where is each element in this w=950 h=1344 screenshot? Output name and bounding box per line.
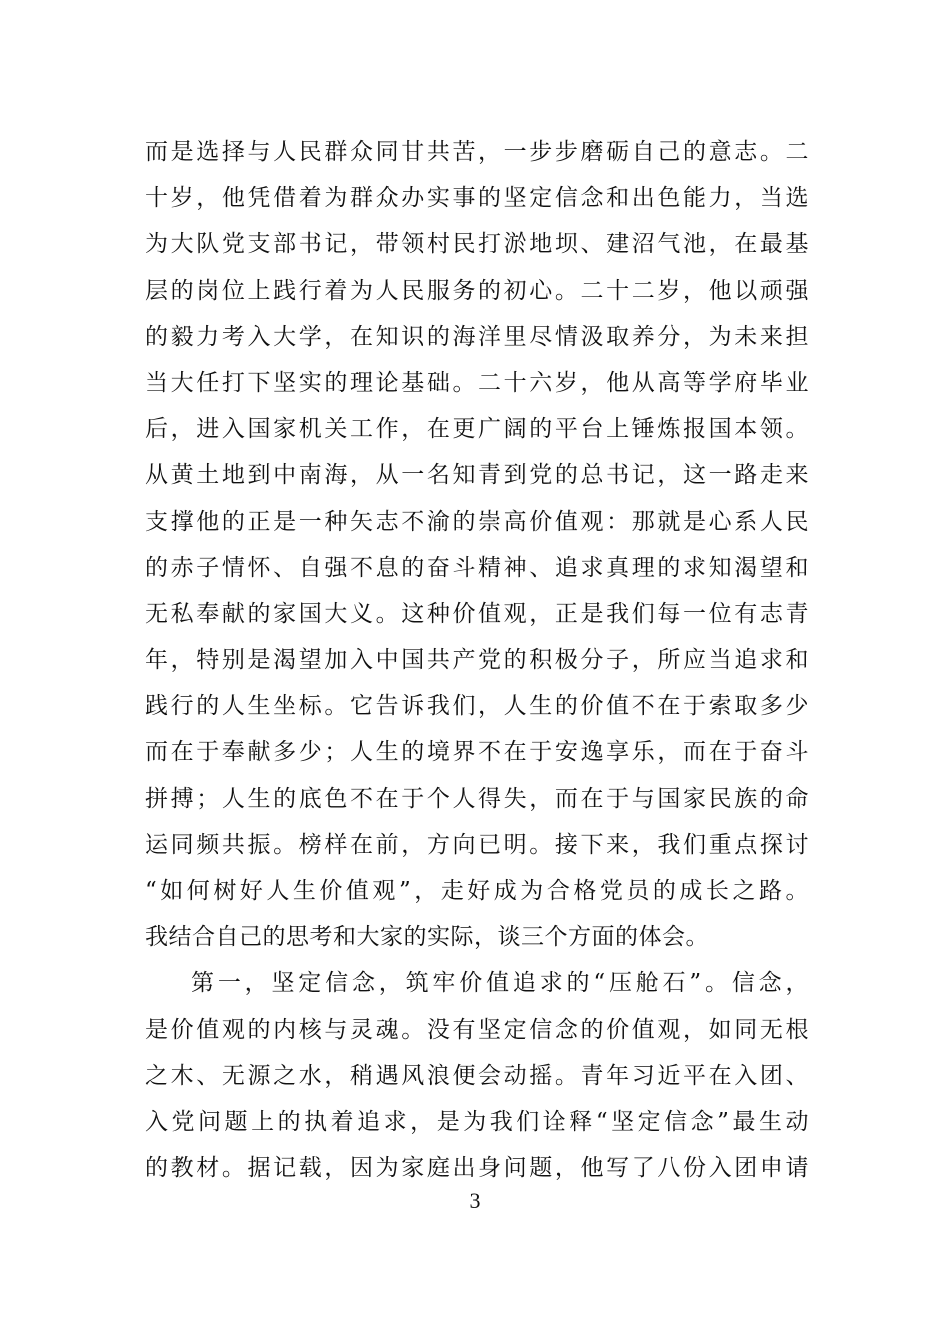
text-line: 之木、无源之水，稍遇风浪便会动摇。青年习近平在入团、 [145,1062,809,1089]
page-number: 3 [469,1188,481,1213]
text-line: 后，进入国家机关工作，在更广阔的平台上锤炼报国本领。 [145,416,809,443]
body-text [145,129,809,1191]
paragraph-first-line: 第一，坚定信念，筑牢价值追求的“压舱石”。信念， [191,970,809,997]
text-line: 的赤子情怀、自强不息的奋斗精神、追求真理的求知渴望和 [145,554,809,581]
text-line: 层的岗位上践行着为人民服务的初心。二十二岁，他以顽强 [145,277,809,304]
text-line: 运同频共振。榜样在前，方向已明。接下来，我们重点探讨 [145,831,809,858]
text-line: 入党问题上的执着追求，是为我们诠释“坚定信念”最生动 [145,1108,809,1135]
text-line: 年，特别是渴望加入中国共产党的积极分子，所应当追求和 [145,647,809,674]
text-line: “如何树好人生价值观”，走好成为合格党员的成长之路。 [145,878,809,904]
text-line: 为大队党支部书记，带领村民打淤地坝、建沼气池，在最基 [145,231,809,258]
text-line: 当大任打下坚实的理论基础。二十六岁，他从高等学府毕业 [145,369,809,396]
text-line: 而是选择与人民群众同甘共苦，一步步磨砺自己的意志。二 [145,139,809,165]
text-line: 支撑他的正是一种矢志不渝的崇高价值观：那就是心系人民 [145,508,809,535]
text-line: 而在于奉献多少；人生的境界不在于安逸享乐，而在于奋斗 [145,739,809,766]
text-line: 我结合自己的思考和大家的实际，谈三个方面的体会。 [145,924,709,951]
text-line: 践行的人生坐标。它告诉我们，人生的价值不在于索取多少 [145,693,809,720]
text-line: 是价值观的内核与灵魂。没有坚定信念的价值观，如同无根 [145,1016,809,1043]
text-line: 的教材。据记载，因为家庭出身问题，他写了八份入团申请 [145,1155,809,1182]
text-line: 十岁，他凭借着为群众办实事的坚定信念和出色能力，当选 [145,185,809,212]
text-line: 从黄土地到中南海，从一名知青到党的总书记，这一路走来 [145,462,809,489]
text-line: 拼搏；人生的底色不在于个人得失，而在于与国家民族的命 [145,785,809,812]
text-line: 无私奉献的家国大义。这种价值观，正是我们每一位有志青 [145,600,809,627]
text-line: 的毅力考入大学，在知识的海洋里尽情汲取养分，为未来担 [145,323,809,350]
